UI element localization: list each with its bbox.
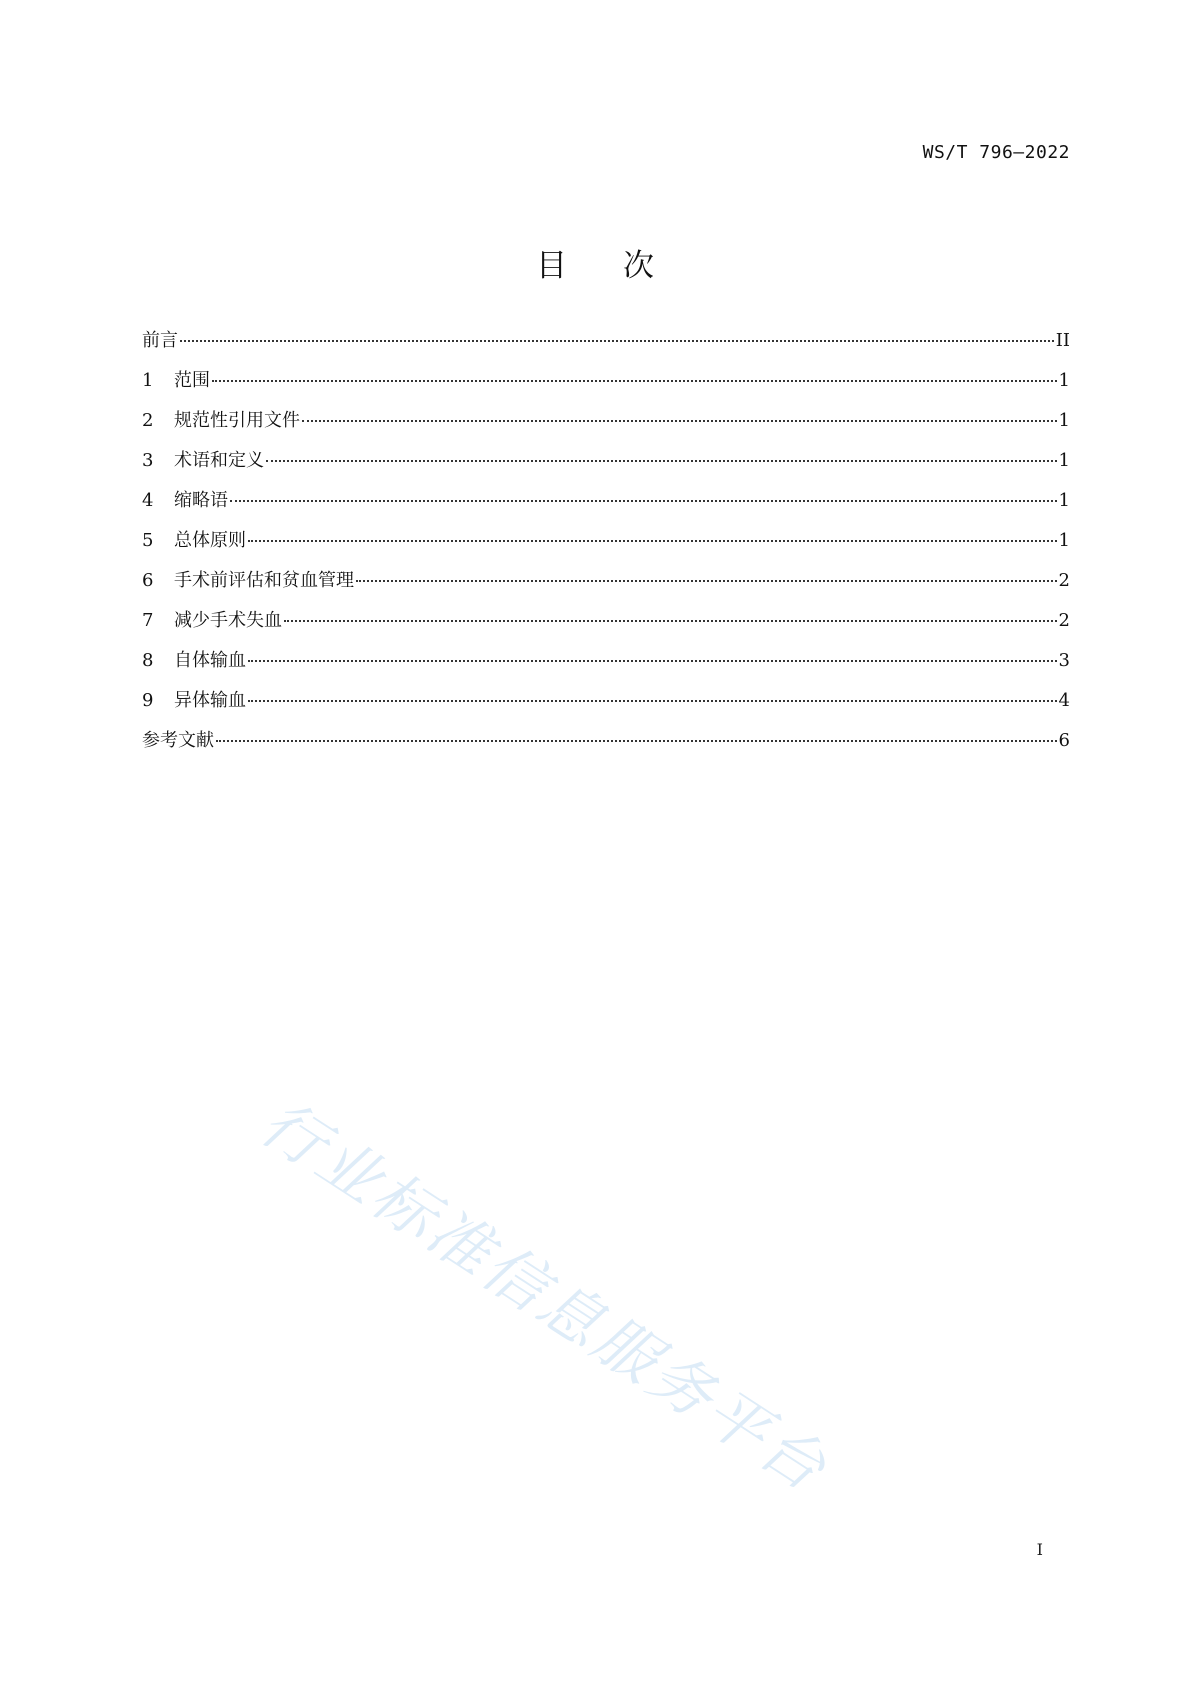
toc-entry-number: 4: [142, 490, 154, 511]
toc-entry-page: 4: [1058, 690, 1070, 711]
toc-entry-label: 异体输血: [174, 690, 246, 711]
toc-entry-number: 7: [142, 610, 154, 631]
toc-entry-foreword[interactable]: [142, 329, 1070, 369]
page-number: I: [1036, 1540, 1043, 1559]
toc-entry-references[interactable]: [142, 729, 1070, 769]
dot-leader: [212, 380, 1057, 382]
toc-entry-autologous-transfusion[interactable]: [142, 649, 1070, 689]
toc-entry-label: 范围: [174, 370, 210, 391]
dot-leader: [180, 340, 1054, 342]
toc-entry-page: 1: [1058, 410, 1070, 431]
dot-leader: [356, 580, 1057, 582]
dot-leader: [302, 420, 1057, 422]
table-of-contents: [142, 329, 1070, 769]
toc-entry-reduce-blood-loss[interactable]: [142, 609, 1070, 649]
toc-entry-number: 2: [142, 410, 154, 431]
toc-entry-label: 减少手术失血: [174, 610, 282, 631]
toc-entry-label: 总体原则: [174, 530, 246, 551]
toc-entry-page: 1: [1058, 490, 1070, 511]
toc-entry-normative-references[interactable]: [142, 409, 1070, 449]
toc-entry-page: 6: [1058, 730, 1070, 751]
dot-leader: [266, 460, 1057, 462]
dot-leader: [216, 740, 1057, 742]
toc-entry-number: 6: [142, 570, 154, 591]
toc-entry-label: 前言: [142, 330, 178, 351]
toc-entry-number: 1: [142, 370, 154, 391]
toc-entry-page: 1: [1058, 370, 1070, 391]
watermark: 行业标准信息服务平台: [248, 1085, 842, 1507]
toc-entry-label: 规范性引用文件: [174, 410, 300, 431]
dot-leader: [248, 660, 1057, 662]
toc-entry-preoperative-assessment[interactable]: [142, 569, 1070, 609]
dot-leader: [230, 500, 1057, 502]
toc-entry-number: 8: [142, 650, 154, 671]
toc-entry-page: 3: [1058, 650, 1070, 671]
toc-entry-number: 3: [142, 450, 154, 471]
dot-leader: [248, 700, 1057, 702]
toc-entry-page: II: [1055, 330, 1070, 351]
toc-entry-label: 缩略语: [174, 490, 228, 511]
toc-entry-scope[interactable]: [142, 369, 1070, 409]
toc-entry-label: 手术前评估和贫血管理: [174, 570, 354, 591]
toc-entry-label: 术语和定义: [174, 450, 264, 471]
toc-entry-terms-definitions[interactable]: [142, 449, 1070, 489]
toc-entry-number: 9: [142, 690, 154, 711]
toc-entry-page: 2: [1058, 570, 1070, 591]
toc-entry-page: 2: [1058, 610, 1070, 631]
dot-leader: [284, 620, 1057, 622]
toc-entry-abbreviations[interactable]: [142, 489, 1070, 529]
toc-entry-number: 5: [142, 530, 154, 551]
toc-entry-page: 1: [1058, 530, 1070, 551]
toc-title: 目次: [536, 248, 710, 284]
toc-entry-page: 1: [1058, 450, 1070, 471]
toc-entry-general-principles[interactable]: [142, 529, 1070, 569]
toc-entry-label: 自体输血: [174, 650, 246, 671]
standard-code: WS/T 796—2022: [922, 142, 1070, 163]
toc-entry-allogeneic-transfusion[interactable]: [142, 689, 1070, 729]
toc-entry-label: 参考文献: [142, 730, 214, 751]
dot-leader: [248, 540, 1057, 542]
